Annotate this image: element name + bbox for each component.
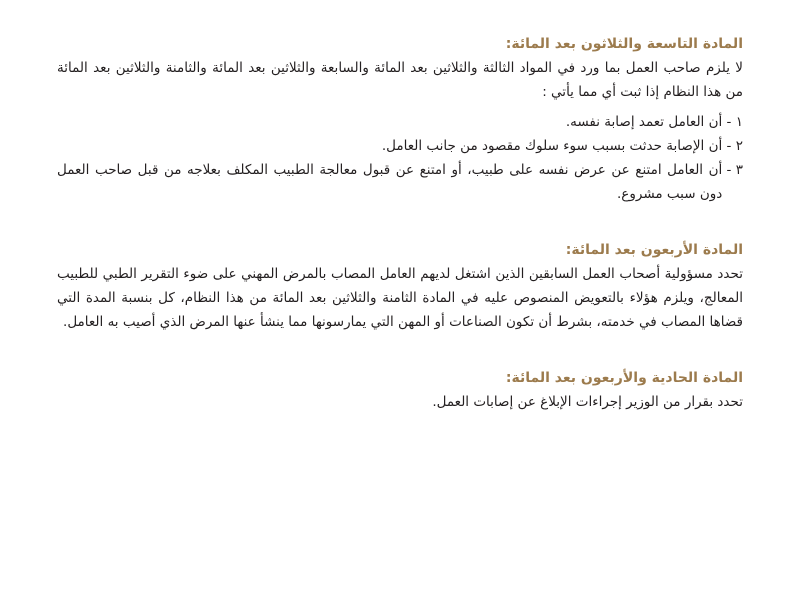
article-heading: المادة التاسعة والثلاثون بعد المائة: — [505, 36, 743, 52]
article-body: تحدد مسؤولية أصحاب العمل السابقين الذين اشتغل لديهم العامل المصاب بالمرض المهني على ضوء التقرير الطبي للطبيب المعالج، ويلزم هؤلاء بالتعويض المنصوص عليه في المادة الثامنة والثلاثين بعد المائة من هذا النظام، كل بنسبة المدة التي قضاها المصاب في خدمته، بشرط أن تكون الصناعات أو المهن التي يمارسونها مما ينشأ عنها المرض الذي أصيب به العامل. — [57, 266, 743, 330]
list-item — [57, 110, 743, 134]
list-item — [57, 158, 743, 206]
article-heading: المادة الأربعون بعد المائة: — [565, 242, 743, 258]
article-140 — [57, 240, 743, 334]
article-141 — [57, 368, 743, 414]
list-item-number: ٣ - — [722, 162, 743, 178]
article-body: تحدد بقرار من الوزير إجراءات الإبلاغ عن إصابات العمل. — [432, 394, 743, 410]
article-intro: لا يلزم صاحب العمل بما ورد في المواد الثالثة والثلاثين بعد المائة والسابعة والثلاثين بعد المائة والثامنة والثلاثين بعد المائة من هذا النظام إذا ثبت أي مما يأتي : — [57, 60, 743, 100]
list-item-text: أن العامل تعمد إصابة نفسه. — [565, 114, 723, 130]
article-139 — [57, 34, 743, 206]
list-item-number: ١ - — [722, 114, 743, 130]
list-item-text: أن الإصابة حدثت بسبب سوء سلوك مقصود من جانب العامل. — [381, 138, 723, 154]
list-item — [57, 134, 743, 158]
list-item-text: أن العامل امتنع عن عرض نفسه على طبيب، أو امتنع عن قبول معالجة الطبيب المكلف بعلاجه من قبل صاحب العمل دون سبب مشروع. — [57, 162, 723, 202]
list-item-number: ٢ - — [722, 138, 743, 154]
article-heading: المادة الحادية والأربعون بعد المائة: — [505, 370, 743, 386]
